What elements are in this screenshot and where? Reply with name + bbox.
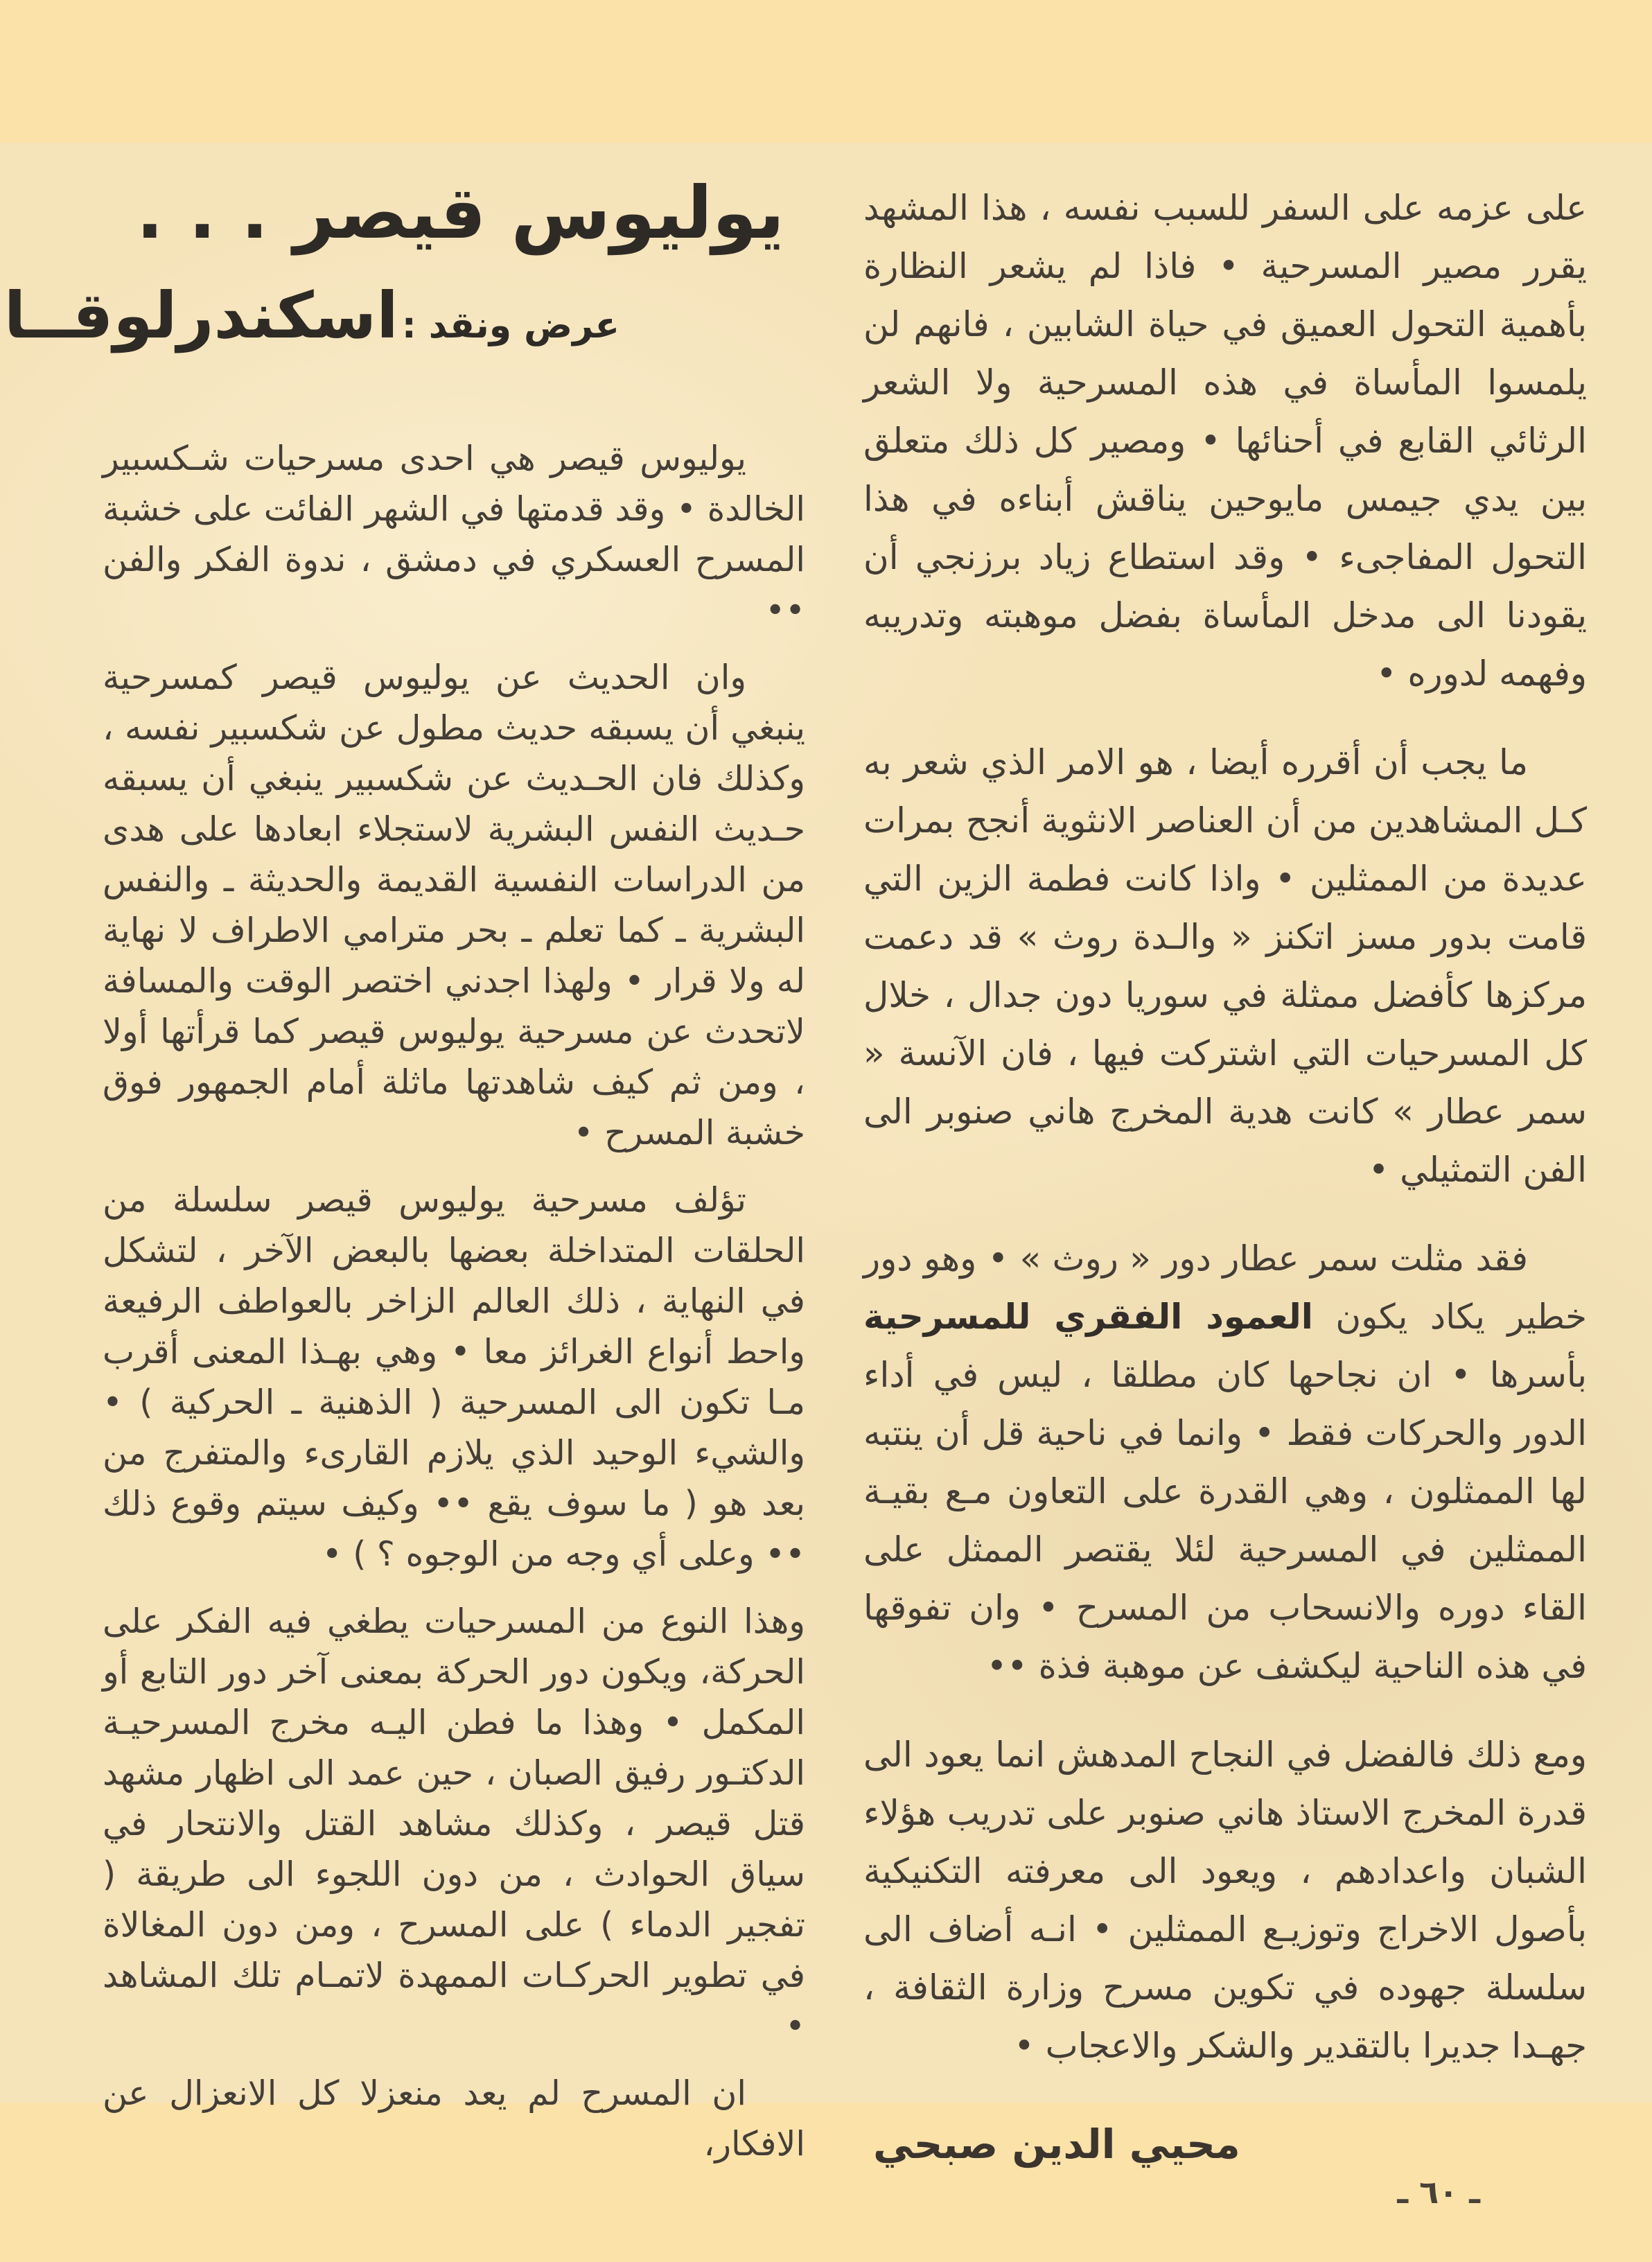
text-segment: فقد مثلت سمر عطار دور « روث » • وهو دور خطير يكاد يكون xyxy=(863,1238,1588,1337)
author-signature: محيي الدين صبحي xyxy=(873,2121,1240,2168)
right-column-paragraphs xyxy=(863,179,1587,2075)
column-left xyxy=(3,168,805,2186)
page-number: ـ ٦٠ ـ xyxy=(1397,2173,1480,2211)
paragraph xyxy=(863,179,1587,703)
paper-background xyxy=(0,143,1652,2211)
byline-prefix: عرض ونقد : xyxy=(401,305,620,347)
paragraph xyxy=(103,1175,805,1579)
byline-author-name: اسكندرلوقــا xyxy=(3,279,398,353)
text-segment: ومع ذلك فالفضل في النجاح المدهش انما يعود الى قدرة المخرج الاستاذ هاني صنوبر على تدريب هؤلاء الشبان واعدادهم ، ويعود الى معرفته التكنيكية بأصول الاخراج وتوزيـع الممثلين • انـه أضاف الى سلسلة جهوده في تكوين مسرح وزارة الثقافة ، جهـدا جديرا بالتقدير والشكر والاعجاب • xyxy=(863,1735,1587,2066)
text-segment: يوليوس قيصر هي احدى مسرحيات شـكسبير الخالدة • وقد قدمتها في الشهر الفائت على خشبة المسرح العسكري في دمشق ، ندوة الفكر والفن •• xyxy=(103,439,805,630)
text-segment: تؤلف مسرحية يوليوس قيصر سلسلة من الحلقات المتداخلة بعضها بالبعض الآخر ، لتشكل في النهاية ، ذلك العالم الزاخر بالعواطف الرفيعة واحط أنواع الغرائز معا • وهي بهـذا المعنى أقرب مـا تكون الى المسرحية ( الذهنية ـ الحركية ) • والشيء الوحيد الذي يلازم القارىء والمتفرج من بعد هو ( ما سوف يقع •• وكيف سيتم وقوع ذلك •• وعلى أي وجه من الوجوه ؟ ) • xyxy=(103,1180,805,1574)
paragraph xyxy=(103,433,805,635)
text-segment: ما يجب أن أقرره أيضا ، هو الامر الذي شعر به كـل المشاهدين من أن العناصر الانثوية أنجح بمرات عديدة من الممثلين • واذا كانت فطمة الزين التي قامت بدور مسز اتكنز « والـدة روث » قد دعمت مركزها كأفضل ممثلة في سوريا دون جدال ، خلال كل المسرحيات التي اشتركت فيها ، فان الآنسة « سمر عطار » كانت هدية المخرج هاني صنوبر الى الفن التمثيلي • xyxy=(863,742,1587,1190)
column-right xyxy=(863,179,1587,2168)
paragraph xyxy=(103,652,805,1158)
article-title: يوليوس قيصر . . . xyxy=(136,170,784,255)
paragraph xyxy=(863,1229,1587,1695)
bold-text-segment: العمود الفقري للمسرحية xyxy=(863,1297,1313,1337)
byline xyxy=(3,279,805,353)
paragraph xyxy=(103,2068,805,2169)
paragraph xyxy=(103,1596,805,2051)
text-segment: على عزمه على السفر للسبب نفسه ، هذا المشهد يقرر مصير المسرحية • فاذا لم يشعر النظارة بأهمية التحول العميق في حياة الشابين ، فانهم لن يلمسوا المأساة في هذه المسرحية ولا الشعر الرثائي القابع في أحنائها • ومصير كل ذلك متعلق بين يدي جيمس مايوحين يناقش أبناءه في هذا التحول المفاجىء • وقد استطاع زياد برزنجي أن يقودنا الى مدخل المأساة بفضل موهبته وتدريبه وفهمه لدوره • xyxy=(863,188,1587,694)
paragraph xyxy=(863,1726,1587,2075)
text-segment: وهذا النوع من المسرحيات يطغي فيه الفكر على الحركة، ويكون دور الحركة بمعنى آخر دور التابع أو المكمل • وهذا ما فطن اليـه مخرج المسرحيـة الدكتـور رفيق الصبان ، حين عمد الى اظهار مشهد قتل قيصر ، وكذلك مشاهد القتل والانتحار في سياق الحوادث ، من دون اللجوء الى طريقة ( تفجير الدماء ) على المسرح ، ومن دون المغالاة في تطوير الحركـات الممهدة لاتمـام تلك المشاهد • xyxy=(103,1602,805,2046)
text-segment: وان الحديث عن يوليوس قيصر كمسرحية ينبغي أن يسبقه حديث مطول عن شكسبير نفسه ، وكذلك فان الحـديث عن شكسبير ينبغي أن يسبقه حـديث النفس البشرية لاستجلاء ابعادها على هدى من الدراسات النفسية القديمة والحديثة ـ والنفس البشرية ـ كما تعلم ـ بحر مترامي الاطراف لا نهاية له ولا قرار • ولهذا اجدني اختصر الوقت والمسافة لاتحدث عن مسرحية يوليوس قيصر كما قرأتها أولا ، ومن ثم كيف شاهدتها ماثلة أمام الجمهور فوق خشبة المسرح • xyxy=(103,658,805,1152)
text-segment: بأسرها • ان نجاحها كان مطلقا ، ليس في أداء الدور والحركات فقط • وانما في ناحية قل أن ينتبه لها الممثلون ، وهي القدرة على التعاون مـع بقيـة الممثلين في المسرحية لئلا يقتصر الممثل على القاء دوره والانسحاب من المسرح • وان تفوقها في هذه الناحية ليكشف عن موهبة فذة •• xyxy=(863,1355,1587,1686)
left-column-paragraphs xyxy=(103,433,805,2169)
text-segment: ان المسرح لم يعد منعزلا كل الانعزال عن الافكار، xyxy=(103,2074,805,2164)
paragraph xyxy=(863,733,1587,1199)
